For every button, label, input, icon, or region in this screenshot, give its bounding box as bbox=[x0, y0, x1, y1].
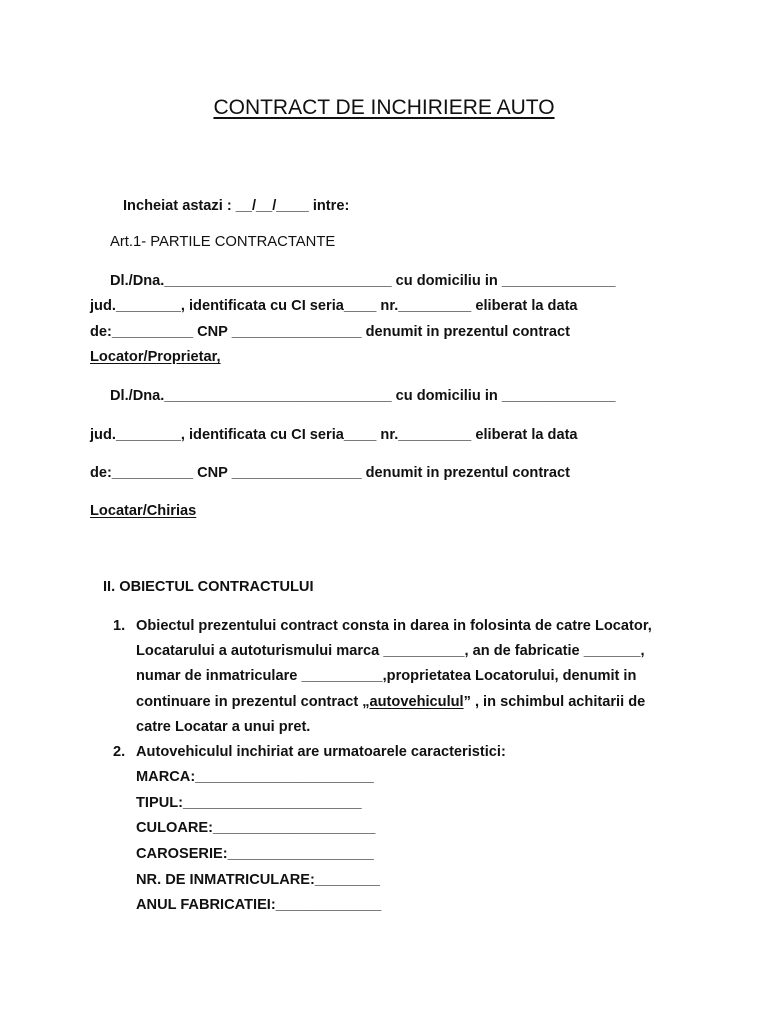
section2-heading: II. OBIECTUL CONTRACTULUI bbox=[103, 579, 314, 595]
item1-line4-after: ” , in schimbul achitarii de bbox=[463, 694, 646, 710]
item1-line5: catre Locatar a unui pret. bbox=[136, 719, 311, 735]
locator-id-line: jud.________, identificata cu CI seria____ nr._________ eliberat la data bbox=[90, 298, 578, 314]
autovehiculul-term: autovehiculul bbox=[369, 694, 464, 710]
item1-line4 bbox=[136, 692, 645, 712]
field-tipul: TIPUL:______________________ bbox=[136, 795, 362, 811]
item2-intro: Autovehiculul inchiriat are urmatoarele caracteristici: bbox=[136, 744, 506, 760]
field-culoare: CULOARE:____________________ bbox=[136, 820, 376, 836]
field-caroserie: CAROSERIE:__________________ bbox=[136, 846, 374, 862]
locatar-id-line: jud.________, identificata cu CI seria____ nr._________ eliberat la data bbox=[90, 427, 578, 443]
item1-line4-before: continuare in prezentul contract „ bbox=[136, 694, 370, 710]
document-title: CONTRACT DE INCHIRIERE AUTO bbox=[213, 96, 555, 119]
locatar-name-line: Dl./Dna.____________________________ cu domiciliu in ______________ bbox=[110, 388, 616, 404]
locator-role: Locator/Proprietar, bbox=[90, 349, 221, 365]
locatar-role: Locatar/Chirias bbox=[90, 503, 197, 519]
item1-number: 1. bbox=[113, 618, 126, 634]
locator-name-line: Dl./Dna.____________________________ cu domiciliu in ______________ bbox=[110, 273, 616, 289]
item1-line3: numar de inmatriculare __________,proprietatea Locatorului, denumit in bbox=[136, 668, 637, 684]
locatar-cnp-line: de:__________ CNP ________________ denumit in prezentul contract bbox=[90, 465, 570, 481]
field-nr-inmatriculare: NR. DE INMATRICULARE:________ bbox=[136, 872, 380, 888]
item1-line1: Obiectul prezentului contract consta in darea in folosinta de catre Locator, bbox=[136, 618, 652, 634]
field-marca: MARCA:______________________ bbox=[136, 769, 374, 785]
concluded-date-line: Incheiat astazi : __/__/____ intre: bbox=[123, 198, 350, 214]
art1-heading: Art.1- PARTILE CONTRACTANTE bbox=[110, 234, 336, 250]
locator-cnp-line: de:__________ CNP ________________ denumit in prezentul contract bbox=[90, 324, 570, 340]
item1-line2: Locatarului a autoturismului marca __________, an de fabricatie _______, bbox=[136, 643, 645, 659]
item2-number: 2. bbox=[113, 744, 126, 760]
field-anul-fabricatiei: ANUL FABRICATIEI:_____________ bbox=[136, 897, 382, 913]
